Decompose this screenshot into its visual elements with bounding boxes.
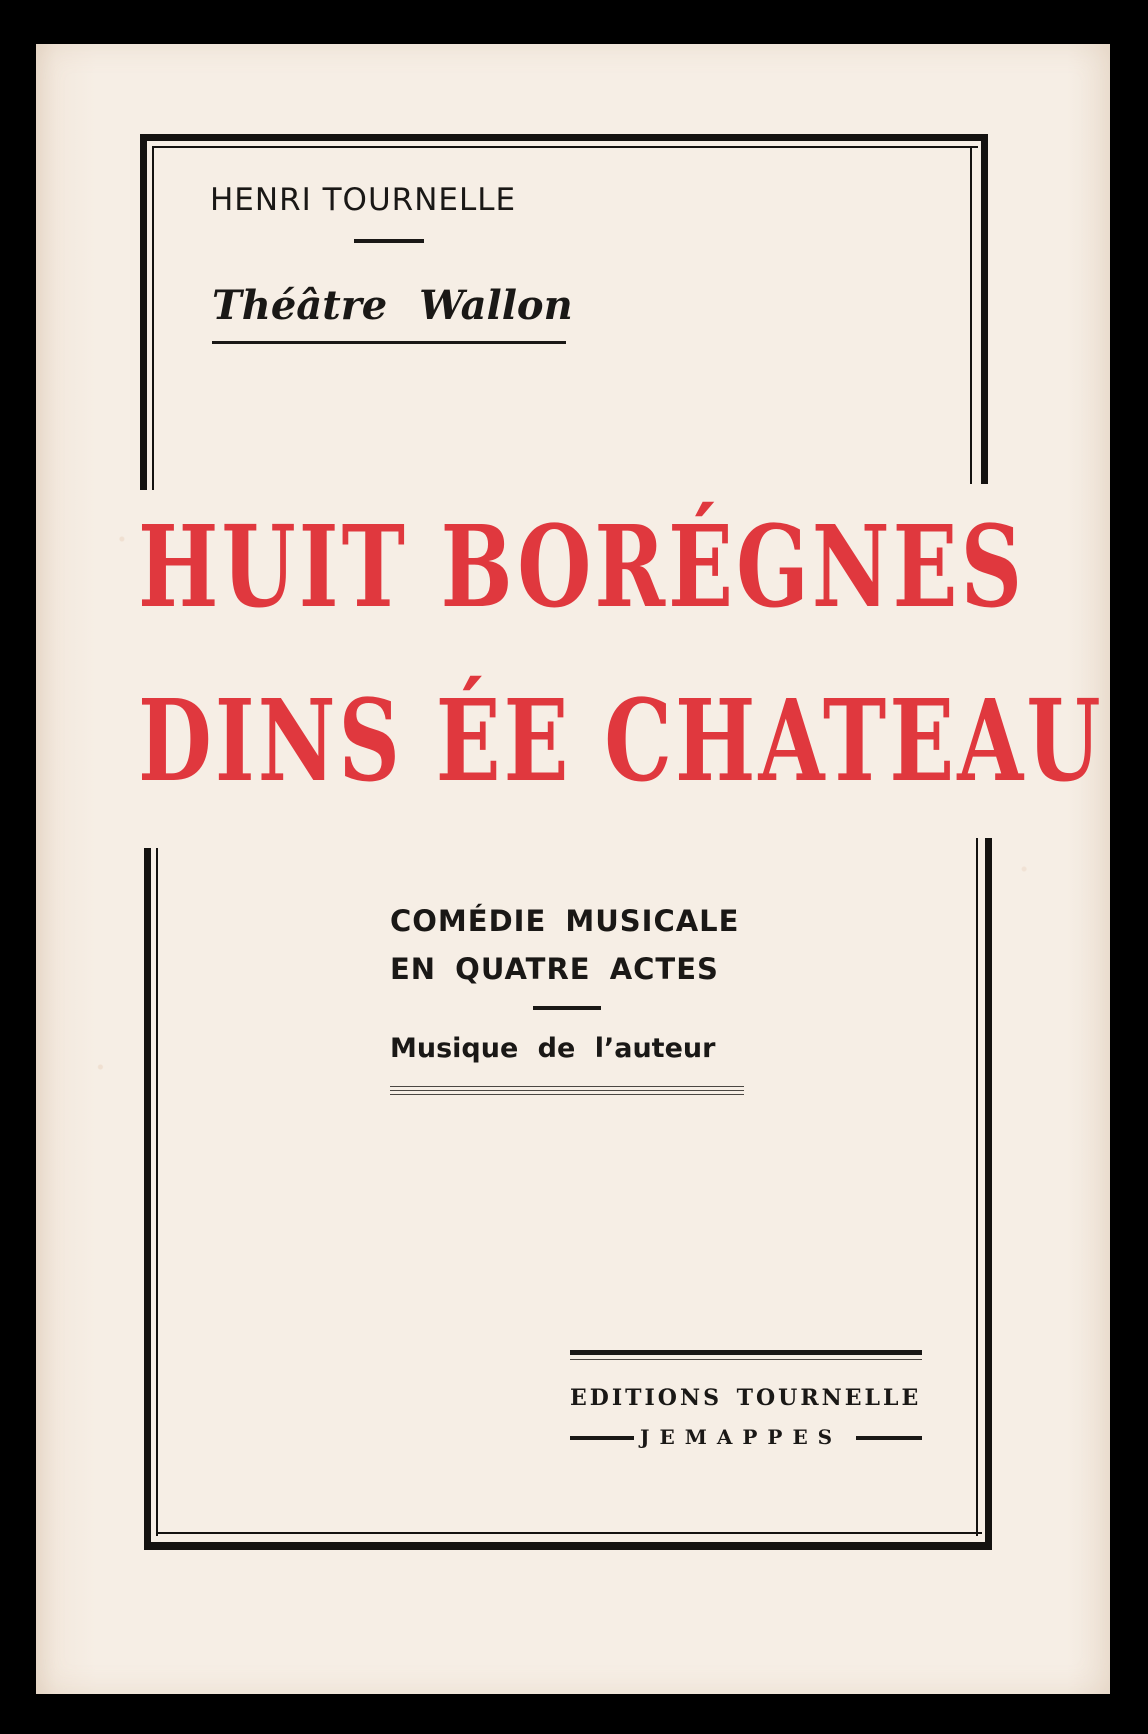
author-divider — [354, 239, 424, 243]
publisher-city: JEMAPPES — [640, 1425, 843, 1449]
series-title: Théâtre Wallon — [212, 282, 573, 329]
publisher-name: EDITIONS TOURNELLE — [570, 1385, 922, 1411]
music-credit: Musique de l’auteur — [390, 1033, 716, 1064]
subtitle-line-1: COMÉDIE MUSICALE — [390, 904, 740, 938]
subtitle-divider — [533, 1006, 601, 1010]
book-title-line-1: HUIT BORÉGNES — [138, 502, 1026, 633]
subtitle-line-2: EN QUATRE ACTES — [390, 952, 719, 986]
book-cover — [36, 44, 1110, 1694]
series-underline — [212, 341, 566, 344]
book-title-line-2: DINS ÉE CHATEAU — [138, 676, 1104, 807]
author-name: HENRI TOURNELLE — [210, 182, 517, 218]
